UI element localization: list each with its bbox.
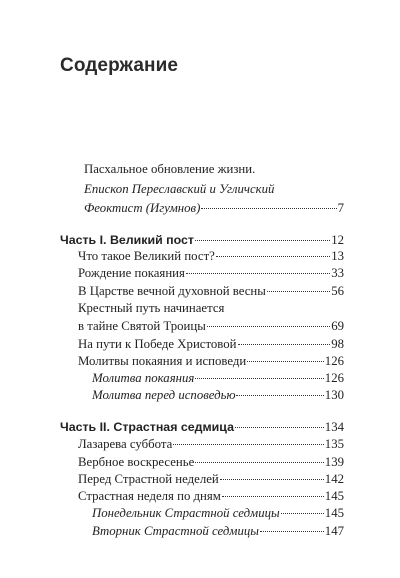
dot-leader [247,361,324,362]
entry-title: Молитвы покаяния и исповеди [78,354,247,368]
entry-title: Страстная неделя по дням [78,489,221,503]
part-title: Часть I. Великий пост [60,233,194,247]
page-number: 7 [337,201,344,215]
page-number: 33 [331,266,344,280]
page-number: 130 [324,388,344,402]
page-number: 135 [324,437,344,451]
page-number: 56 [331,284,344,298]
dot-leader [195,378,323,379]
page-number: 145 [324,489,344,503]
dot-leader [222,496,324,497]
toc-subentry[interactable] [92,506,344,521]
dot-leader [195,462,324,463]
dot-leader [220,479,324,480]
dot-leader [236,395,323,396]
toc-part-1[interactable] [60,233,344,248]
toc-part-2[interactable] [60,420,344,435]
entry-title: Вторник Страстной седмицы [92,524,259,538]
toc-entry[interactable] [78,249,344,264]
entry-title: В Царстве вечной духовной весны [78,284,266,298]
toc-entry-intro-line2: Епископ Переславский и Угличский [84,182,275,196]
page-number: 147 [324,524,344,538]
toc-entry[interactable] [78,455,344,470]
toc-entry-intro[interactable] [84,201,344,216]
page-number: 13 [331,249,344,263]
dot-leader [267,291,330,292]
page-number: 142 [324,472,344,486]
entry-title: в тайне Святой Троицы [78,319,206,333]
dot-leader [281,513,324,514]
dot-leader [173,444,323,445]
entry-title: Лазарева суббота [78,437,173,451]
toc-subentry[interactable] [92,371,344,386]
page-title: Содержание [60,55,179,76]
page-number: 134 [324,420,344,434]
entry-title: На пути к Победе Христовой [78,337,237,351]
page-number: 12 [331,233,344,247]
part-title: Часть II. Страстная седмица [60,420,234,434]
page-number: 126 [324,371,344,385]
toc-entry[interactable] [78,284,344,299]
page-number: 145 [324,506,344,520]
toc-entry[interactable] [78,266,344,281]
page-number: 69 [331,319,344,333]
toc-entry[interactable] [78,319,344,334]
toc-entry[interactable] [78,437,344,452]
toc-entry[interactable] [78,354,344,369]
page-number: 139 [324,455,344,469]
toc-entry-intro-line3: Феоктист (Игумнов) [84,201,201,215]
entry-title: Что такое Великий пост? [78,249,215,263]
toc-subentry[interactable] [92,524,344,539]
toc-subentry[interactable] [92,388,344,403]
dot-leader [186,273,330,274]
dot-leader [195,240,330,241]
entry-title: Вербное воскресенье [78,455,195,469]
toc-entry[interactable] [78,472,344,487]
entry-title: Молитва покаяния [92,371,195,385]
dot-leader [207,326,330,327]
dot-leader [260,531,324,532]
dot-leader [216,256,330,257]
toc-entry-intro-line1: Пасхальное обновление жизни. [84,162,256,176]
dot-leader [238,344,331,345]
entry-title: Понедельник Страстной седмицы [92,506,280,520]
dot-leader [201,208,336,209]
toc-entry[interactable] [78,489,344,504]
page-number: 126 [324,354,344,368]
dot-leader [235,427,324,428]
page-number: 98 [331,337,344,351]
entry-title: Рождение покаяния [78,266,185,280]
entry-title: Перед Страстной неделей [78,472,219,486]
toc-entry-wrapped-line: Крестный путь начинается [78,301,225,315]
toc-entry[interactable] [78,337,344,352]
entry-title: Молитва перед исповедью [92,388,236,402]
